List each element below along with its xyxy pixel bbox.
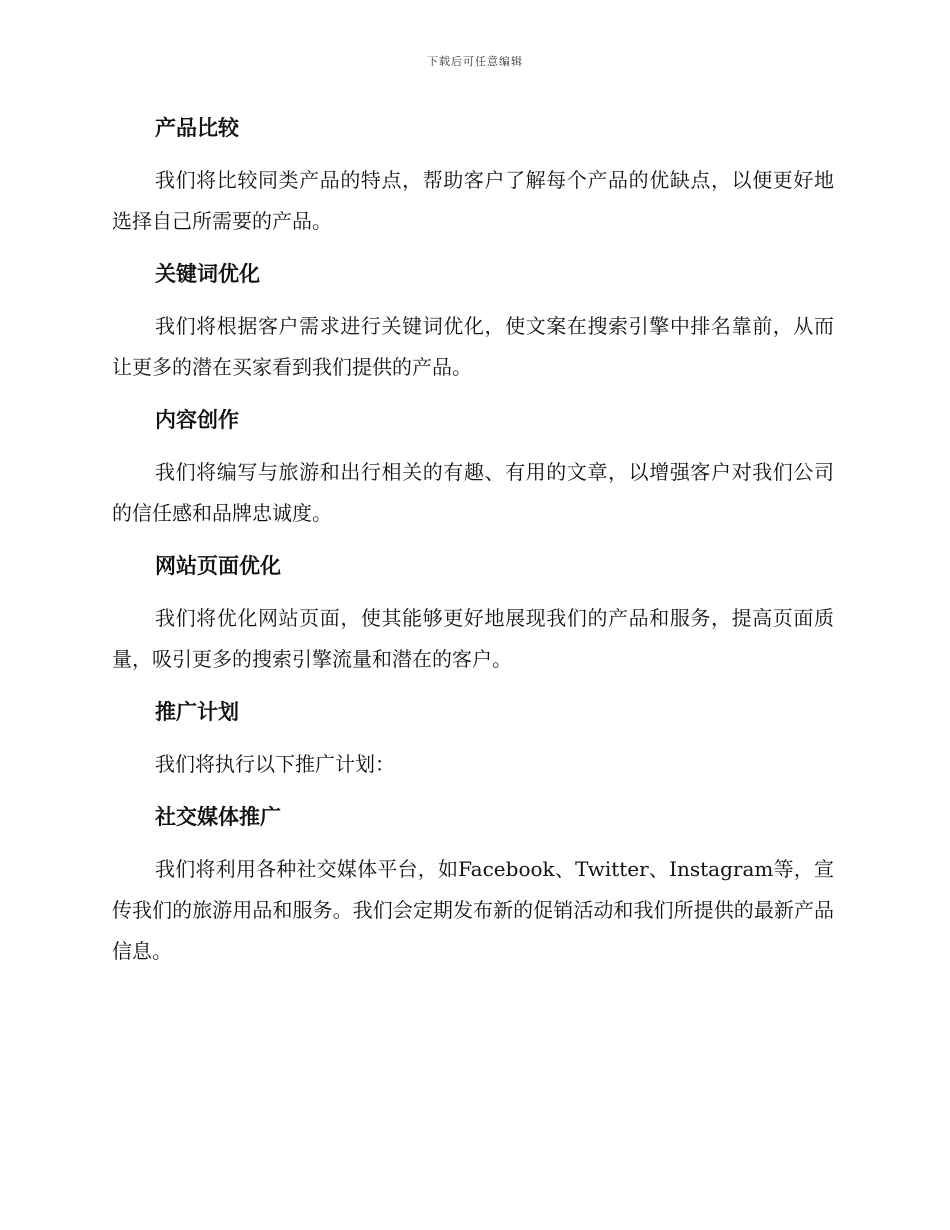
section-heading-website-optimization: 网站页面优化 (155, 554, 281, 578)
paragraph-content-creation: 我们将编写与旅游和出行相关的有趣、有用的文章，以增强客户对我们公司的信任感和品牌忠诚度。 (112, 460, 834, 525)
document-body (112, 108, 834, 984)
section-heading-keyword-optimization: 关键词优化 (155, 262, 260, 286)
section-heading-promotion-plan: 推广计划 (155, 700, 239, 724)
paragraph-keyword-optimization: 我们将根据客户需求进行关键词优化，使文案在搜索引擎中排名靠前，从而让更多的潜在买家看到我们提供的产品。 (112, 314, 834, 379)
section-heading-social-media: 社交媒体推广 (155, 805, 281, 829)
paragraph-website-optimization: 我们将优化网站页面，使其能够更好地展现我们的产品和服务，提高页面质量，吸引更多的搜索引擎流量和潜在的客户。 (112, 606, 834, 671)
paragraph-product-comparison: 我们将比较同类产品的特点，帮助客户了解每个产品的优缺点，以便更好地选择自己所需要的产品。 (112, 168, 834, 233)
paragraph-promotion-plan: 我们将执行以下推广计划： (155, 752, 395, 776)
header-note: 下载后可任意编辑 (427, 55, 523, 68)
section-heading-product-comparison: 产品比较 (155, 116, 239, 140)
section-heading-content-creation: 内容创作 (155, 408, 239, 432)
paragraph-social-media: 我们将利用各种社交媒体平台，如Facebook、Twitter、Instagram等，宣传我们的旅游用品和服务。我们会定期发布新的促销活动和我们所提供的最新产品信息。 (112, 857, 834, 963)
